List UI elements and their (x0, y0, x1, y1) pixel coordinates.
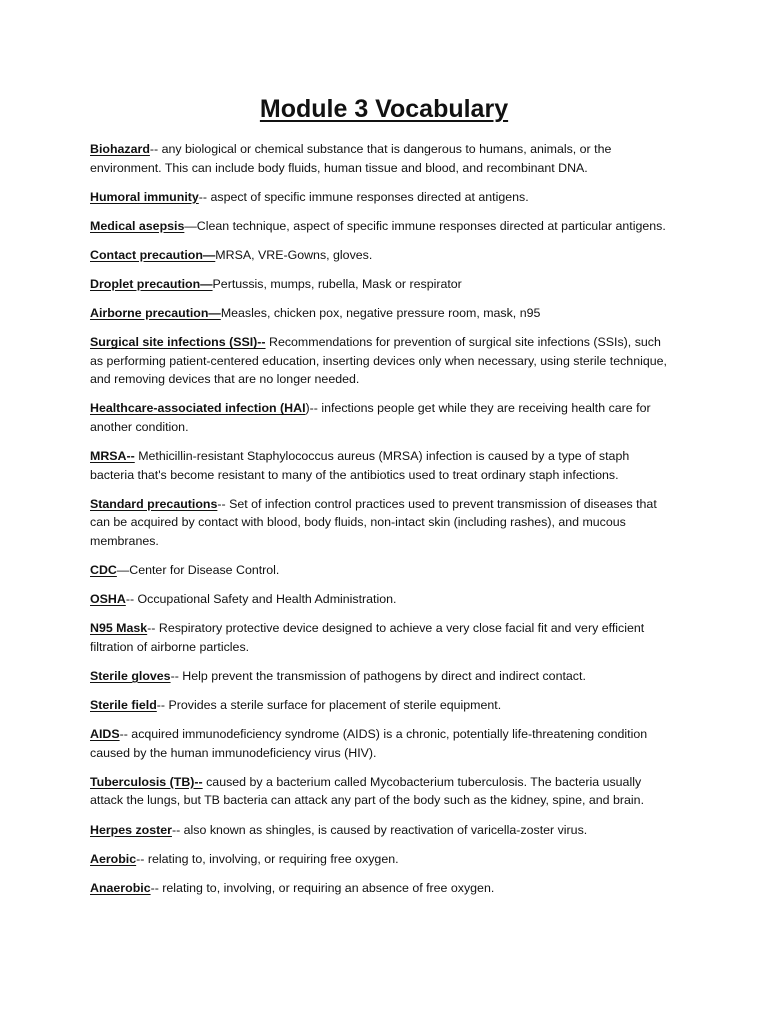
vocab-definition: caused by a bacterium called Mycobacterium tuberculosis. The bacteria usually attack the lungs, but TB bacteria can attack any part of the body such as the kidney, spine, and brain. (90, 774, 645, 808)
vocab-entry-biohazard (90, 140, 676, 177)
vocab-entry-n95-mask (90, 619, 676, 656)
vocab-term: Medical asepsis (90, 218, 185, 233)
vocab-term: Aerobic (90, 851, 137, 866)
vocab-term: Humoral immunity (90, 189, 199, 204)
vocab-definition: -- Set of infection control practices used to prevent transmission of diseases that can be acquired by contact with blood, body fluids, non-intact skin (including rashes), and mucous membranes. (90, 496, 657, 548)
vocab-definition: -- Provides a sterile surface for placement of sterile equipment. (156, 698, 502, 713)
vocab-definition: Methicillin-resistant Staphylococcus aureus (MRSA) infection is caused by a type of staph bacteria that's become resistant to many of the antibiotics used to treat ordinary staph infections. (90, 449, 630, 482)
vocab-term: Contact precaution— (90, 247, 216, 262)
vocab-definition: -- also known as shingles, is caused by reactivation of varicella-zoster virus. (171, 822, 588, 837)
vocab-term: Tuberculosis (TB)-- (90, 774, 203, 789)
vocab-definition: -- any biological or chemical substance that is dangerous to humans, animals, or the environment. This can include body fluids, human tissue and blood, and recombinant DNA. (90, 142, 612, 175)
vocab-term: AIDS (90, 727, 120, 742)
vocab-term: Sterile field (90, 698, 157, 713)
vocab-term: Airborne precaution— (90, 306, 221, 321)
vocab-entry-mrsa (90, 447, 676, 484)
vocab-definition: -- Respiratory protective device designed to achieve a very close facial fit and very efficient filtration of airborne particles. (90, 621, 645, 654)
vocab-definition: -- Help prevent the transmission of pathogens by direct and indirect contact. (170, 668, 586, 683)
vocab-entry-anaerobic (90, 879, 676, 898)
vocab-definition: -- Occupational Safety and Health Administration. (125, 592, 397, 607)
vocab-entry-surgical-site-infections (90, 333, 676, 389)
vocab-term: Biohazard (90, 142, 150, 156)
vocab-entry-airborne-precaution (90, 304, 676, 323)
vocab-definition: )-- infections people get while they are receiving health care for another condition. (90, 401, 651, 435)
vocab-definition: -- aspect of specific immune responses directed at antigens. (198, 189, 529, 204)
vocab-entry-standard-precautions (90, 495, 676, 551)
vocab-entry-sterile-gloves (90, 667, 676, 686)
vocab-term: MRSA-- (90, 449, 135, 464)
vocab-entry-aids (90, 725, 676, 762)
vocab-term: Anaerobic (90, 880, 151, 895)
vocab-definition: MRSA, VRE-Gowns, gloves. (215, 247, 373, 262)
vocab-definition: Measles, chicken pox, negative pressure room, mask, n95 (220, 306, 541, 321)
vocabulary-list (90, 140, 676, 908)
vocab-entry-contact-precaution (90, 246, 676, 265)
vocab-entry-tuberculosis (90, 773, 676, 810)
vocab-entry-healthcare-associated-infection (90, 399, 676, 436)
vocab-term: Surgical site infections (SSI)-- (90, 335, 266, 350)
vocab-entry-humoral-immunity (90, 188, 676, 207)
vocab-definition: —Clean technique, aspect of specific immune responses directed at particular antigens. (184, 218, 666, 233)
vocab-entry-medical-asepsis (90, 217, 676, 236)
page-title: Module 3 Vocabulary (259, 95, 509, 123)
vocab-entry-droplet-precaution (90, 275, 676, 294)
vocab-term: OSHA (90, 592, 126, 607)
vocab-term: Sterile gloves (90, 668, 171, 683)
vocab-term: Droplet precaution— (90, 276, 213, 291)
vocab-definition: -- relating to, involving, or requiring free oxygen. (136, 851, 399, 866)
vocab-entry-sterile-field (90, 696, 676, 715)
vocab-entry-osha (90, 590, 676, 609)
vocab-term: N95 Mask (90, 621, 148, 636)
vocab-term: Healthcare-associated infection (HAI (90, 401, 306, 416)
vocab-term: Standard precautions (90, 496, 218, 511)
vocab-definition: -- relating to, involving, or requiring an absence of free oxygen. (150, 880, 495, 895)
vocab-entry-herpes-zoster (90, 821, 676, 840)
vocab-entry-cdc (90, 561, 676, 580)
vocab-term: CDC (90, 563, 117, 578)
vocab-definition: Pertussis, mumps, rubella, Mask or respirator (212, 276, 462, 291)
vocab-term: Herpes zoster (90, 822, 172, 837)
vocab-definition: -- acquired immunodeficiency syndrome (AIDS) is a chronic, potentially life-threatening condition caused by the human immunodeficiency virus (HIV). (90, 727, 648, 760)
vocab-entry-aerobic (90, 850, 676, 869)
vocab-definition: Recommendations for prevention of surgical site infections (SSIs), such as performing patient-centered education, inserting devices only when necessary, using sterile technique, and removing devices that are no longer needed. (90, 335, 667, 387)
vocab-definition: —Center for Disease Control. (116, 563, 280, 578)
